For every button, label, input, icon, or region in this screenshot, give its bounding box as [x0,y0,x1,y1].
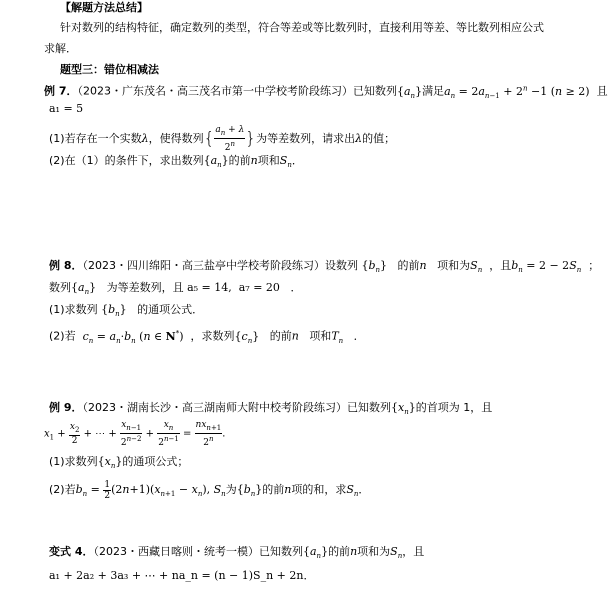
lambda-symbol: λ [141,131,149,145]
example8-mid3: ，且 [489,259,512,272]
example8-a7: a₇ = 20 [238,281,280,294]
example7-formula: $a_n = 2a_{n-1} + 2^n -1$ (n ≥ 2) [444,84,590,100]
variant4-label: 变式 4． [49,545,94,558]
variant4-line1: 变式 4．（2023・西藏日喀则・统考一模）已知数列$\{a_n\}$的前n项和为$S_n$，且 [49,545,425,561]
example9-q2-end: ． [358,483,370,496]
example9-q1: (1)求数列$\{x_n\}$的通项公式； [49,455,189,471]
example9-q2-mid: 为 [225,483,237,496]
summary-heading: 【解题方法总结】 [60,1,148,14]
example7-q1-mid: ，使得数列 [148,131,204,145]
example9-q1-pre: (1)求数列 [49,455,98,468]
example8-q2-post2: 项和 [309,329,332,343]
example9-source: （2023・湖南长沙・高三湖南师大附中校考阶段练习） [82,401,347,414]
example8-line2-mid: 为等差数列，且 [106,281,184,294]
topic-title: 题型三：错位相减法 [60,63,159,76]
example8-q1-post: 的通项公式． [137,303,204,316]
example7-label: 例 7． [44,84,78,98]
example7-q2: (2)在（1）的条件下，求出数列$\{a_n\}$的前n项和$S_n$． [49,154,303,170]
example9-intro: 已知数列 [346,401,391,414]
example8-q2-pre: (2)若 [49,329,76,343]
example7-q1-post: 为等差数列，请求出 [256,131,356,145]
example8-line2: 数列$\{a_n\}$ 为等差数列，且 a₅ = 14, a₇ = 20 ． [49,281,302,297]
example7-intro: 已知数列 [352,84,397,98]
lambda-symbol-2: λ [355,131,363,145]
example8-q1: (1)求数列 $\{b_n\}$ 的通项公式． [49,303,204,319]
variant4-intro: 已知数列 [258,545,303,558]
brace-right: } [245,128,257,149]
example9-q2-post: 项的和，求 [291,483,347,496]
example7-fraction: $\frac{a_n + \lambda}{2^n}$ [215,125,245,153]
example8-q2-post: 的前 [269,329,292,343]
example8-q2: (2)若 $c_n = a_n\cdot b_n$ (n ∈ N*) ，求数列$\{c_n\}$ 的前n 项和$T_n$ ． [49,329,365,345]
example8-line2-pre: 数列 [49,281,71,294]
example9-q2: (2)若$b_n$ = $\frac{1}{2}$ $(2n+1)(x_{n+1} - x_n)$, $S_n$为$\{b_n\}$的前n项的和，求$S_n$． [49,479,370,501]
example9-q2-pre: (2)若 [49,483,76,496]
example9-q2-mid2: 的前 [262,483,285,496]
example8-q2-mid: ，求数列 [190,329,235,343]
summary-text-line1: 针对数列的结构特征，确定数列的类型，符合等差或等比数列时，直接利用等差、等比数列相应公式 [60,21,544,34]
example7-q2-seq: $\{a_n\}$ [203,154,229,170]
example8-label: 例 8． [49,259,83,272]
summary-text-line2: 求解． [44,42,77,55]
example7-q2-post: 项和 [257,154,280,167]
variant4-source: （2023・西藏日喀则・统考一模） [93,545,259,558]
example8-a5: a₅ = 14, [187,281,232,294]
example9-bn-formula: $b_n$ = $\frac{1}{2}$ $(2n+1)(x_{n+1} - x_n)$, $S_n$ [75,479,226,501]
variant4-mid2: 项和为 [357,545,391,558]
example8-intro: 设数列 [324,259,358,272]
variant4-formula: a₁ + 2a₂ + 3a₃ + ⋯ + na_n = (n − 1)S_n + 2n． [49,569,315,582]
example7-q2-pre: (2)在（1）的条件下，求出数列 [49,154,204,167]
example7-q2-mid: 的前 [228,154,251,167]
example7-q1-end: 的值； [362,131,396,145]
example8-cn-formula: $c_n = a_n\cdot b_n$ (n ∈ N*) [82,329,184,345]
example8-mid2: 项和为 [437,259,471,272]
example8-end: ． [290,281,302,294]
example7-q1 [49,125,395,153]
example9-line1: 例 9．（2023・湖南长沙・高三湖南师大附中校考阶段练习）已知数列$\{x_n\}$的首项为 1，且 [49,401,493,417]
example9-mid: 的首项为 1，且 [415,401,493,414]
example8-formula: $b_n = 2 - 2S_n$ [511,259,582,275]
example9-label: 例 9． [49,401,83,414]
example8-line1: 例 8．（2023・四川绵阳・高三盐亭中学校考阶段练习）设数列 $\{b_n\}$ 的前n 项和为$S_n$ ，且$b_n = 2 - 2S_n$ ； [49,259,600,275]
example9-formula: $x_1$ + $\frac{x_2}{2}$ + ⋯ + $\frac{x_{n-1}}{2^{n-2}}$ + $\frac{x_n}{2^{n-1}}$ = $\frac{nx_{n+1}}{2^n}$ ． [44,420,233,448]
example7-q1-pre: (1)若存在一个实数 [49,131,142,145]
example9-q1-post: 的通项公式； [122,455,189,468]
example7-cond: 满足 [422,84,445,98]
example8-q1-pre: (1)求数列 [49,303,98,316]
example7-tail: 且 [596,84,608,98]
example7-q2-end: ． [291,154,303,167]
brace-left: { [203,128,215,149]
example7-source: （2023・广东茂名・高三茂名市第一中学校考阶段练习） [77,84,353,98]
example8-q2-end: ． [353,329,365,343]
example8-mid1: 的前 [397,259,420,272]
example7-seq-an: $\{a_n\}$ [396,84,423,100]
example7-a1: a₁ = 5 [49,102,84,115]
variant4-tail: ，且 [402,545,425,558]
variant4-mid: 的前 [328,545,351,558]
example7-line1 [44,80,608,104]
example8-source: （2023・四川绵阳・高三盐亭中学校考阶段练习） [82,259,325,272]
